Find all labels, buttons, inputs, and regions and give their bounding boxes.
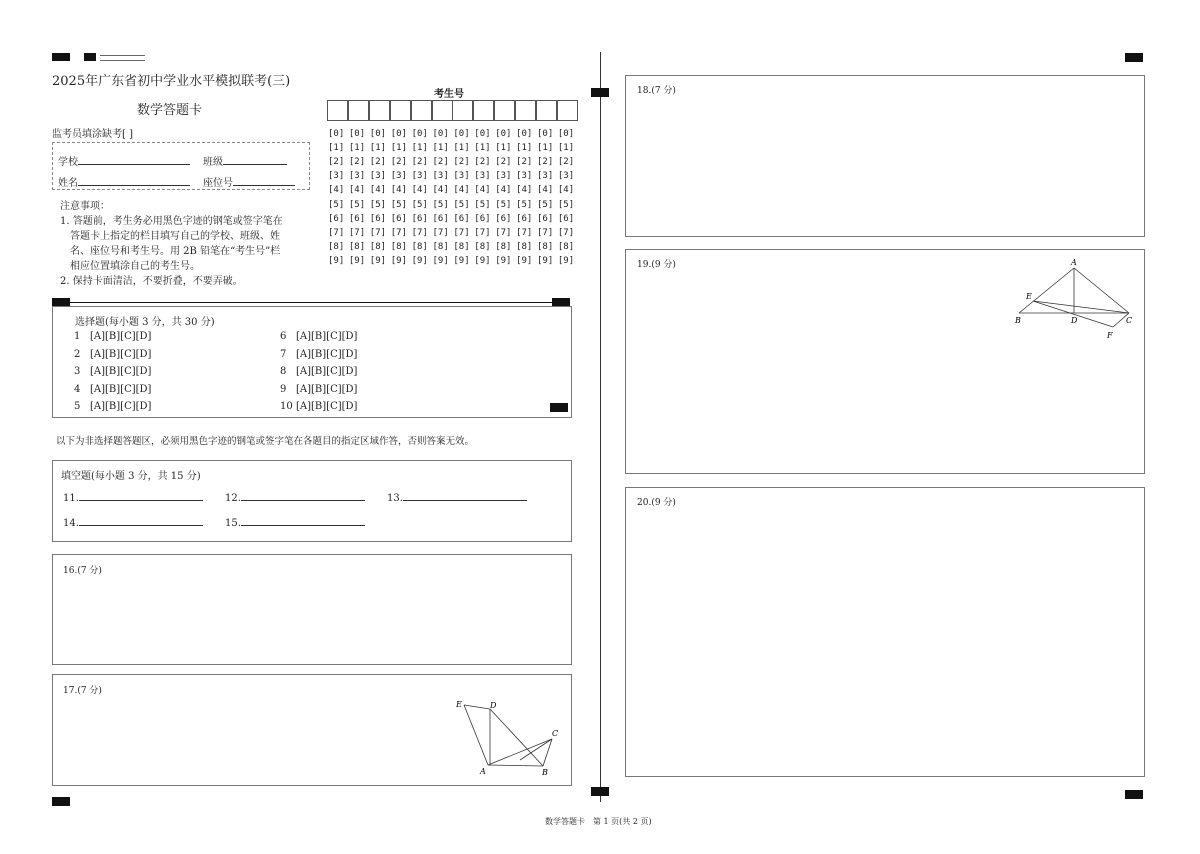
exam-digit-bubble[interactable]: [9] <box>369 255 387 266</box>
exam-digit-bubble[interactable]: [2] <box>432 157 449 168</box>
exam-digit-bubble[interactable]: [0] <box>453 129 470 139</box>
exam-digit-bubble[interactable]: [9] <box>474 255 491 266</box>
exam-number-input-cell[interactable] <box>369 100 390 121</box>
exam-digit-bubble[interactable]: [5] <box>474 199 491 210</box>
exam-digit-bubble[interactable]: [6] <box>474 213 491 224</box>
mcq-number: 3 <box>74 366 81 377</box>
class-label: 班级 <box>203 157 223 168</box>
seat-label: 座位号 <box>203 178 233 189</box>
exam-digit-bubble[interactable]: [8] <box>557 241 575 252</box>
exam-digit-bubble[interactable]: [5] <box>328 199 345 210</box>
exam-digit-bubble[interactable]: [2] <box>474 157 491 168</box>
exam-digit-bubble[interactable]: [5] <box>453 199 470 210</box>
question-label: 20.(9 分) <box>637 498 676 508</box>
exam-digit-bubble[interactable]: [1] <box>411 143 428 154</box>
school-field[interactable] <box>58 153 190 168</box>
registration-mark <box>52 53 70 61</box>
exam-digit-bubble[interactable]: [0] <box>411 129 428 139</box>
exam-digit-bubble[interactable]: [3] <box>516 171 533 182</box>
exam-digit-bubble[interactable]: [2] <box>369 157 387 168</box>
exam-digit-bubble[interactable]: [2] <box>557 157 575 168</box>
blank-number: 14. <box>63 518 79 529</box>
center-divider <box>600 52 601 802</box>
mcq-options[interactable]: [A][B][C][D] <box>90 383 152 395</box>
exam-digit-bubble[interactable]: [2] <box>495 157 512 168</box>
exam-digit-bubble[interactable]: [7] <box>453 227 470 238</box>
exam-digit-bubble[interactable]: [8] <box>411 241 428 252</box>
exam-digit-bubble[interactable]: [9] <box>557 255 575 266</box>
exam-number-input-cell[interactable] <box>432 100 453 121</box>
card-subtitle: 数学答题卡 <box>137 103 203 118</box>
registration-mark <box>591 88 609 97</box>
exam-digit-bubble[interactable]: [6] <box>557 213 575 224</box>
mcq-row-5 <box>74 401 151 412</box>
mcq-title: 选择题(每小题 3 分，共 30 分) <box>75 317 215 328</box>
blank-15[interactable] <box>225 518 365 529</box>
exam-digit-bubble[interactable]: [9] <box>390 255 407 266</box>
answer-box-17[interactable] <box>52 674 572 786</box>
registration-mark <box>52 797 70 806</box>
exam-digit-bubble[interactable]: [5] <box>369 199 387 210</box>
exam-digit-bubble[interactable]: [7] <box>537 227 554 238</box>
exam-digit-bubble[interactable]: [7] <box>557 227 575 238</box>
exam-digit-bubble[interactable]: [7] <box>411 227 428 238</box>
exam-digit-bubble[interactable]: [0] <box>432 129 449 139</box>
exam-digit-bubble[interactable]: [4] <box>411 185 428 196</box>
exam-digit-bubble[interactable]: [7] <box>390 227 407 238</box>
exam-digit-bubble[interactable]: [3] <box>537 171 554 182</box>
answer-box-16[interactable] <box>52 554 572 665</box>
seat-field[interactable] <box>203 174 295 189</box>
exam-digit-bubble[interactable]: [7] <box>474 227 491 238</box>
exam-digit-bubble[interactable]: [9] <box>537 255 554 266</box>
exam-digit-bubble[interactable]: [4] <box>557 185 575 196</box>
note-line: 相应位置填涂自己的考生号。 <box>70 261 200 272</box>
exam-digit-bubble[interactable]: [9] <box>453 255 470 266</box>
exam-number-input-cell[interactable] <box>411 100 432 121</box>
point-label: C <box>552 729 559 738</box>
exam-digit-bubble[interactable]: [8] <box>474 241 491 252</box>
exam-digit-bubble[interactable]: [0] <box>328 129 345 139</box>
exam-digit-bubble[interactable]: [8] <box>369 241 387 252</box>
exam-digit-bubble[interactable]: [8] <box>516 241 533 252</box>
exam-digit-bubble[interactable]: [8] <box>537 241 554 252</box>
exam-digit-bubble[interactable]: [2] <box>348 157 366 168</box>
exam-digit-bubble[interactable]: [6] <box>537 213 554 224</box>
point-label: D <box>490 701 497 710</box>
exam-digit-bubble[interactable]: [4] <box>432 185 449 196</box>
answer-box-19[interactable] <box>625 249 1145 474</box>
exam-digit-bubble[interactable]: [6] <box>516 213 533 224</box>
page-title: 2025年广东省初中学业水平模拟联考(三) <box>52 74 291 89</box>
figure-19 <box>1011 256 1136 342</box>
exam-digit-bubble[interactable]: [1] <box>537 143 554 154</box>
mcq-row-6 <box>280 331 357 342</box>
exam-digit-bubble[interactable]: [9] <box>516 255 533 266</box>
blank-number: 13. <box>387 493 403 504</box>
exam-digit-bubble[interactable]: [6] <box>453 213 470 224</box>
blank-number: 12. <box>225 493 241 504</box>
point-label: D <box>1071 316 1078 325</box>
exam-digit-bubble[interactable]: [8] <box>453 241 470 252</box>
exam-number-input-cell[interactable] <box>515 100 536 121</box>
mcq-options[interactable]: [A][B][C][D] <box>90 348 152 360</box>
mcq-number: 5 <box>74 401 81 412</box>
point-label: F <box>1107 331 1113 340</box>
exam-digit-bubble[interactable]: [6] <box>390 213 407 224</box>
exam-digit-bubble[interactable]: [2] <box>328 157 345 168</box>
exam-digit-bubble[interactable]: [7] <box>516 227 533 238</box>
exam-digit-bubble[interactable]: [3] <box>432 171 449 182</box>
fill-blank-title: 填空题(每小题 3 分，共 15 分) <box>61 471 201 482</box>
exam-digit-bubble[interactable]: [7] <box>328 227 345 238</box>
exam-digit-bubble[interactable]: [8] <box>348 241 366 252</box>
mcq-options[interactable]: [A][B][C][D] <box>296 348 358 360</box>
exam-digit-bubble[interactable]: [1] <box>369 143 387 154</box>
mcq-row-7 <box>280 349 357 360</box>
absent-mark-label <box>52 125 133 140</box>
exam-digit-bubble[interactable]: [4] <box>537 185 554 196</box>
notes <box>60 199 283 289</box>
point-label: C <box>1126 316 1133 325</box>
exam-digit-bubble[interactable]: [2] <box>411 157 428 168</box>
exam-digit-bubble[interactable]: [3] <box>411 171 428 182</box>
figure-17 <box>448 697 568 782</box>
exam-digit-bubble[interactable]: [6] <box>328 213 345 224</box>
exam-number-input-cell[interactable] <box>348 100 369 121</box>
instruction-text: 以下为非选择题答题区，必须用黑色字迹的钢笔或签字笔在各题目的指定区域作答，否则答案无效。 <box>56 436 475 447</box>
exam-digit-bubble[interactable]: [9] <box>432 255 449 266</box>
exam-digit-bubble[interactable]: [8] <box>495 241 512 252</box>
exam-digit-bubble[interactable]: [3] <box>495 171 512 182</box>
blank-14[interactable] <box>63 518 203 529</box>
exam-digit-bubble[interactable]: [0] <box>348 129 366 139</box>
exam-digit-bubble[interactable]: [3] <box>390 171 407 182</box>
blank-11[interactable] <box>63 493 203 504</box>
exam-digit-bubble[interactable]: [1] <box>516 143 533 154</box>
absent-label: 监考员填涂缺考 <box>52 129 122 140</box>
exam-digit-bubble[interactable]: [9] <box>328 255 345 266</box>
exam-digit-bubble[interactable]: [1] <box>348 143 366 154</box>
exam-digit-bubble[interactable]: [6] <box>348 213 366 224</box>
registration-mark <box>52 298 70 306</box>
exam-number-input-cell[interactable] <box>557 100 578 121</box>
note-line: 名、座位号和考生号。用 2B 铅笔在“考生号”栏 <box>70 246 281 257</box>
exam-digit-bubble[interactable]: [0] <box>516 129 533 139</box>
exam-digit-bubble[interactable]: [9] <box>348 255 366 266</box>
exam-digit-bubble[interactable]: [6] <box>495 213 512 224</box>
registration-mark <box>550 403 568 412</box>
exam-digit-bubble[interactable]: [0] <box>474 129 491 139</box>
mcq-options[interactable]: [A][B][C][D] <box>296 331 358 342</box>
mcq-number: 9 <box>280 383 287 395</box>
exam-digit-bubble[interactable]: [9] <box>411 255 428 266</box>
absent-checkbox[interactable]: [ ] <box>122 129 133 140</box>
mcq-row-1 <box>74 331 151 342</box>
note-line: 答题卡上指定的栏目填写自己的学校、班级、姓 <box>70 231 280 242</box>
exam-digit-bubble[interactable]: [2] <box>453 157 470 168</box>
mcq-options[interactable]: [A][B][C][D] <box>90 366 152 377</box>
answer-box-20[interactable] <box>625 487 1145 777</box>
exam-digit-bubble[interactable]: [4] <box>453 185 470 196</box>
exam-digit-bubble[interactable]: [2] <box>537 157 554 168</box>
point-label: E <box>1026 292 1032 301</box>
exam-number-input-cell[interactable] <box>390 100 411 121</box>
exam-digit-bubble[interactable]: [2] <box>516 157 533 168</box>
registration-mark <box>552 298 570 306</box>
exam-digit-bubble[interactable]: [7] <box>495 227 512 238</box>
mcq-row-4 <box>74 384 151 395</box>
exam-digit-bubble[interactable]: [5] <box>390 199 407 210</box>
exam-digit-bubble[interactable]: [4] <box>390 185 407 196</box>
note-line: 2. 保持卡面清洁，不要折叠，不要弄破。 <box>60 276 243 287</box>
name-field[interactable] <box>58 174 190 189</box>
student-info-box <box>52 142 310 190</box>
mcq-options[interactable]: [A][B][C][D] <box>296 366 358 377</box>
mcq-options[interactable]: [A][B][C][D] <box>296 383 358 395</box>
exam-digit-bubble[interactable]: [5] <box>537 199 554 210</box>
exam-digit-bubble[interactable]: [4] <box>516 185 533 196</box>
exam-digit-bubble[interactable]: [1] <box>328 143 345 154</box>
exam-digit-bubble[interactable]: [3] <box>453 171 470 182</box>
class-field[interactable] <box>203 153 287 168</box>
school-label: 学校 <box>58 157 78 168</box>
mcq-row-9 <box>280 384 357 395</box>
page-footer: 数学答题卡 第 1 页(共 2 页) <box>545 817 652 826</box>
exam-number-label: 考生号 <box>434 89 464 100</box>
exam-digit-bubble[interactable]: [3] <box>474 171 491 182</box>
answer-box-18[interactable] <box>625 75 1145 237</box>
exam-digit-bubble[interactable]: [4] <box>495 185 512 196</box>
blank-number: 15. <box>225 518 241 529</box>
exam-digit-bubble[interactable]: [5] <box>411 199 428 210</box>
exam-digit-bubble[interactable]: [8] <box>432 241 449 252</box>
exam-digit-bubble[interactable]: [3] <box>557 171 575 182</box>
point-label: A <box>1071 258 1077 267</box>
exam-digit-bubble[interactable]: [1] <box>432 143 449 154</box>
registration-mark <box>84 53 96 61</box>
blank-12[interactable] <box>225 493 365 504</box>
exam-digit-bubble[interactable]: [1] <box>495 143 512 154</box>
exam-digit-bubble[interactable]: [3] <box>348 171 366 182</box>
exam-digit-bubble[interactable]: [2] <box>390 157 407 168</box>
registration-mark <box>1125 53 1143 62</box>
question-label: 17.(7 分) <box>63 686 102 696</box>
mcq-number: 8 <box>280 366 287 377</box>
registration-mark <box>1125 790 1143 799</box>
exam-digit-bubble[interactable]: [1] <box>474 143 491 154</box>
registration-mark <box>591 787 609 796</box>
barcode-strip <box>100 55 145 61</box>
mcq-options[interactable]: [A][B][C][D] <box>296 401 358 412</box>
exam-digit-bubble[interactable]: [5] <box>516 199 533 210</box>
exam-number-input-cell[interactable] <box>473 100 494 121</box>
mcq-number: 10 <box>280 401 293 412</box>
point-label: B <box>542 768 548 777</box>
exam-digit-bubble[interactable]: [9] <box>495 255 512 266</box>
exam-digit-bubble[interactable]: [4] <box>369 185 387 196</box>
multiple-choice-box <box>52 306 572 418</box>
mcq-row-10 <box>280 401 357 412</box>
exam-digit-bubble[interactable]: [1] <box>453 143 470 154</box>
exam-digit-bubble[interactable]: [0] <box>495 129 512 139</box>
mcq-row-2 <box>74 349 151 360</box>
blank-number: 11. <box>63 493 79 504</box>
exam-digit-bubble[interactable]: [7] <box>369 227 387 238</box>
point-label: E <box>456 700 462 709</box>
exam-digit-bubble[interactable]: [6] <box>432 213 449 224</box>
exam-digit-bubble[interactable]: [4] <box>348 185 366 196</box>
exam-digit-bubble[interactable]: [4] <box>328 185 345 196</box>
exam-digit-bubble[interactable]: [0] <box>557 129 575 139</box>
exam-digit-bubble[interactable]: [3] <box>369 171 387 182</box>
exam-digit-bubble[interactable]: [1] <box>390 143 407 154</box>
mcq-row-3 <box>74 366 151 377</box>
exam-digit-bubble[interactable]: [0] <box>537 129 554 139</box>
name-label: 姓名 <box>58 178 78 189</box>
exam-digit-bubble[interactable]: [7] <box>432 227 449 238</box>
mcq-number: 2 <box>74 348 81 360</box>
question-label: 19.(9 分) <box>637 260 676 270</box>
notes-title: 注意事项： <box>60 201 110 212</box>
exam-digit-bubble[interactable]: [8] <box>328 241 345 252</box>
exam-digit-bubble[interactable]: [4] <box>474 185 491 196</box>
blank-13[interactable] <box>387 493 527 504</box>
question-label: 18.(7 分) <box>637 86 676 96</box>
exam-digit-bubble[interactable]: [5] <box>432 199 449 210</box>
exam-digit-bubble[interactable]: [7] <box>348 227 366 238</box>
mcq-number: 6 <box>280 331 287 342</box>
exam-digit-bubble[interactable]: [0] <box>390 129 407 139</box>
exam-digit-bubble[interactable]: [6] <box>411 213 428 224</box>
exam-number-input-cell[interactable] <box>327 100 348 121</box>
exam-digit-bubble[interactable]: [3] <box>328 171 345 182</box>
divider-line <box>70 302 552 303</box>
exam-number-input-cell[interactable] <box>452 100 473 121</box>
point-label: A <box>480 767 486 776</box>
mcq-number: 4 <box>74 383 81 395</box>
fill-blank-box <box>52 460 572 542</box>
exam-digit-bubble[interactable]: [1] <box>557 143 575 154</box>
mcq-options[interactable]: [A][B][C][D] <box>90 401 152 412</box>
mcq-number: 7 <box>280 348 287 360</box>
question-label: 16.(7 分) <box>63 566 102 576</box>
mcq-options[interactable]: [A][B][C][D] <box>90 331 152 342</box>
mcq-number: 1 <box>74 331 81 342</box>
exam-digit-bubble[interactable]: [5] <box>495 199 512 210</box>
exam-digit-bubble[interactable]: [8] <box>390 241 407 252</box>
point-label: B <box>1015 316 1021 325</box>
exam-digit-bubble[interactable]: [5] <box>348 199 366 210</box>
exam-digit-bubble[interactable]: [0] <box>369 129 387 139</box>
mcq-row-8 <box>280 366 357 377</box>
exam-number-input-cell[interactable] <box>536 100 557 121</box>
exam-digit-bubble[interactable]: [6] <box>369 213 387 224</box>
exam-number-input-cell[interactable] <box>494 100 515 121</box>
exam-digit-bubble[interactable]: [5] <box>557 199 575 210</box>
note-line: 1. 答题前，考生务必用黑色字迹的钢笔或签字笔在 <box>60 216 283 227</box>
